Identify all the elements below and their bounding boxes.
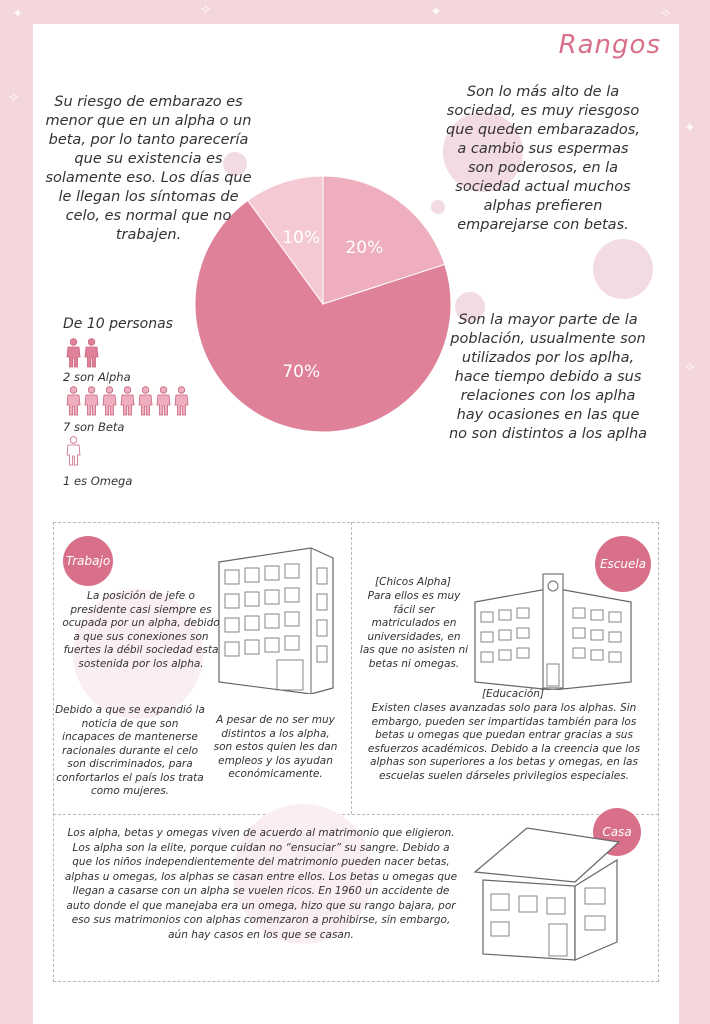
- person-icon: [174, 386, 189, 416]
- star-decoration: ✦: [430, 4, 442, 20]
- trabajo-text-beta: A pesar de no ser muy distintos a los alpha, son estos quien les dan empleos y los ayudan económicamente.: [213, 714, 338, 780]
- panel-divider-horizontal: [53, 814, 659, 815]
- infographic-page: [33, 24, 679, 1024]
- school-building-illustration: [473, 572, 633, 690]
- house-illustration: [469, 824, 629, 964]
- person-icon: [66, 386, 81, 416]
- decorative-bubble: [593, 239, 653, 299]
- person-icon: [66, 436, 81, 466]
- person-icon: [66, 338, 81, 368]
- person-icon: [120, 386, 135, 416]
- person-icon: [156, 386, 171, 416]
- person-icon: [102, 386, 117, 416]
- star-decoration: ✧: [8, 90, 20, 106]
- legend-omega-label: 1 es Omega: [63, 474, 133, 488]
- person-icon: [84, 386, 99, 416]
- star-decoration: ✦: [684, 120, 696, 136]
- pie-slice-label: 10%: [282, 228, 321, 249]
- pie-slice-label: 20%: [345, 238, 384, 259]
- casa-badge: Casa: [593, 808, 641, 856]
- star-decoration: ✧: [684, 360, 696, 376]
- legend-beta-label: 7 son Beta: [63, 420, 125, 434]
- trabajo-text-omega: Debido a que se expandió la noticia de que son incapaces de mantenerse racionales durante el celo son discriminados, para confortarlos el país los trata como mujeres.: [55, 704, 205, 797]
- omega-description: Su riesgo de embarazo es menor que en un alpha o un beta, por lo tanto parecería que su existencia es solamente eso. Los días que le llegan los síntomas de celo, es normal que no trabajen.: [45, 93, 252, 243]
- panel-divider-vertical: [351, 522, 352, 814]
- person-icon: [138, 386, 153, 416]
- escuela-education-text: Existen clases avanzadas solo para los alphas. Sin embargo, pueden ser impartidas también para los betas u omegas que puedan entrar gracias a sus esfuerzos académicos. Debido a la creencia que los alphas son superiores a los betas y omegas, en las escuelas suelen dárseles privilegios especiales.: [367, 702, 641, 782]
- alpha-description: Son lo más alto de la sociedad, es muy riesgoso que queden embarazados, a cambio sus espermas son poderosos, en la sociedad actual muchos alphas prefieren emparejarse con betas.: [446, 83, 640, 233]
- escuela-alpha-heading: [Chicos Alpha]: [375, 576, 451, 588]
- legend-heading: De 10 personas: [63, 316, 173, 332]
- omega-people-icons: [66, 436, 81, 466]
- beta-people-icons: [66, 386, 189, 416]
- alpha-people-icons: [66, 338, 99, 368]
- star-decoration: ✧: [660, 6, 672, 22]
- star-decoration: ✦: [12, 6, 24, 22]
- escuela-badge: Escuela: [595, 536, 651, 592]
- escuela-education-heading: [Educación]: [481, 688, 545, 700]
- beta-description: Son la mayor parte de la población, usualmente son utilizados por los aplha, hace tiempo debido a sus relaciones con los aplha hay ocasiones en las que no son distintos a los aplha: [448, 311, 648, 442]
- trabajo-text-boss: La posición de jefe o presidente casi siempre es ocupada por un alpha, debido a que sus conexiones son fuertes la débil sociedad esta sostenida por los alpha.: [62, 590, 220, 670]
- casa-text: Los alpha, betas y omegas viven de acuerdo al matrimonio que eligieron. Los alpha son la elite, porque cuidan no “ensuciar” su sangre. Debido a que los niños independientemente del matrimonio pueden nacer betas, alphas u omegas, los alphas se casan entre ellos. Los betas u omegas que llegan a casarse con un alpha se vuelen ricos. En 1960 un accidente de auto donde el que manejaba era un omega, hizo que su rango bajara, por eso sus matrimonios con alphas comenzaron a prohibirse, sin embargo, aún hay casos en los que se casan.: [64, 827, 458, 941]
- trabajo-badge: Trabajo: [63, 536, 113, 586]
- office-building-illustration: [215, 544, 337, 694]
- page-title: Rangos: [558, 30, 661, 60]
- pie-slice-label: 70%: [282, 361, 321, 382]
- escuela-alpha-text: Para ellos es muy fácil ser matriculados en universidades, en las que no asisten ni betas ni omegas.: [359, 590, 469, 670]
- star-decoration: ✧: [200, 2, 212, 18]
- legend-alpha-label: 2 son Alpha: [63, 370, 131, 384]
- person-icon: [84, 338, 99, 368]
